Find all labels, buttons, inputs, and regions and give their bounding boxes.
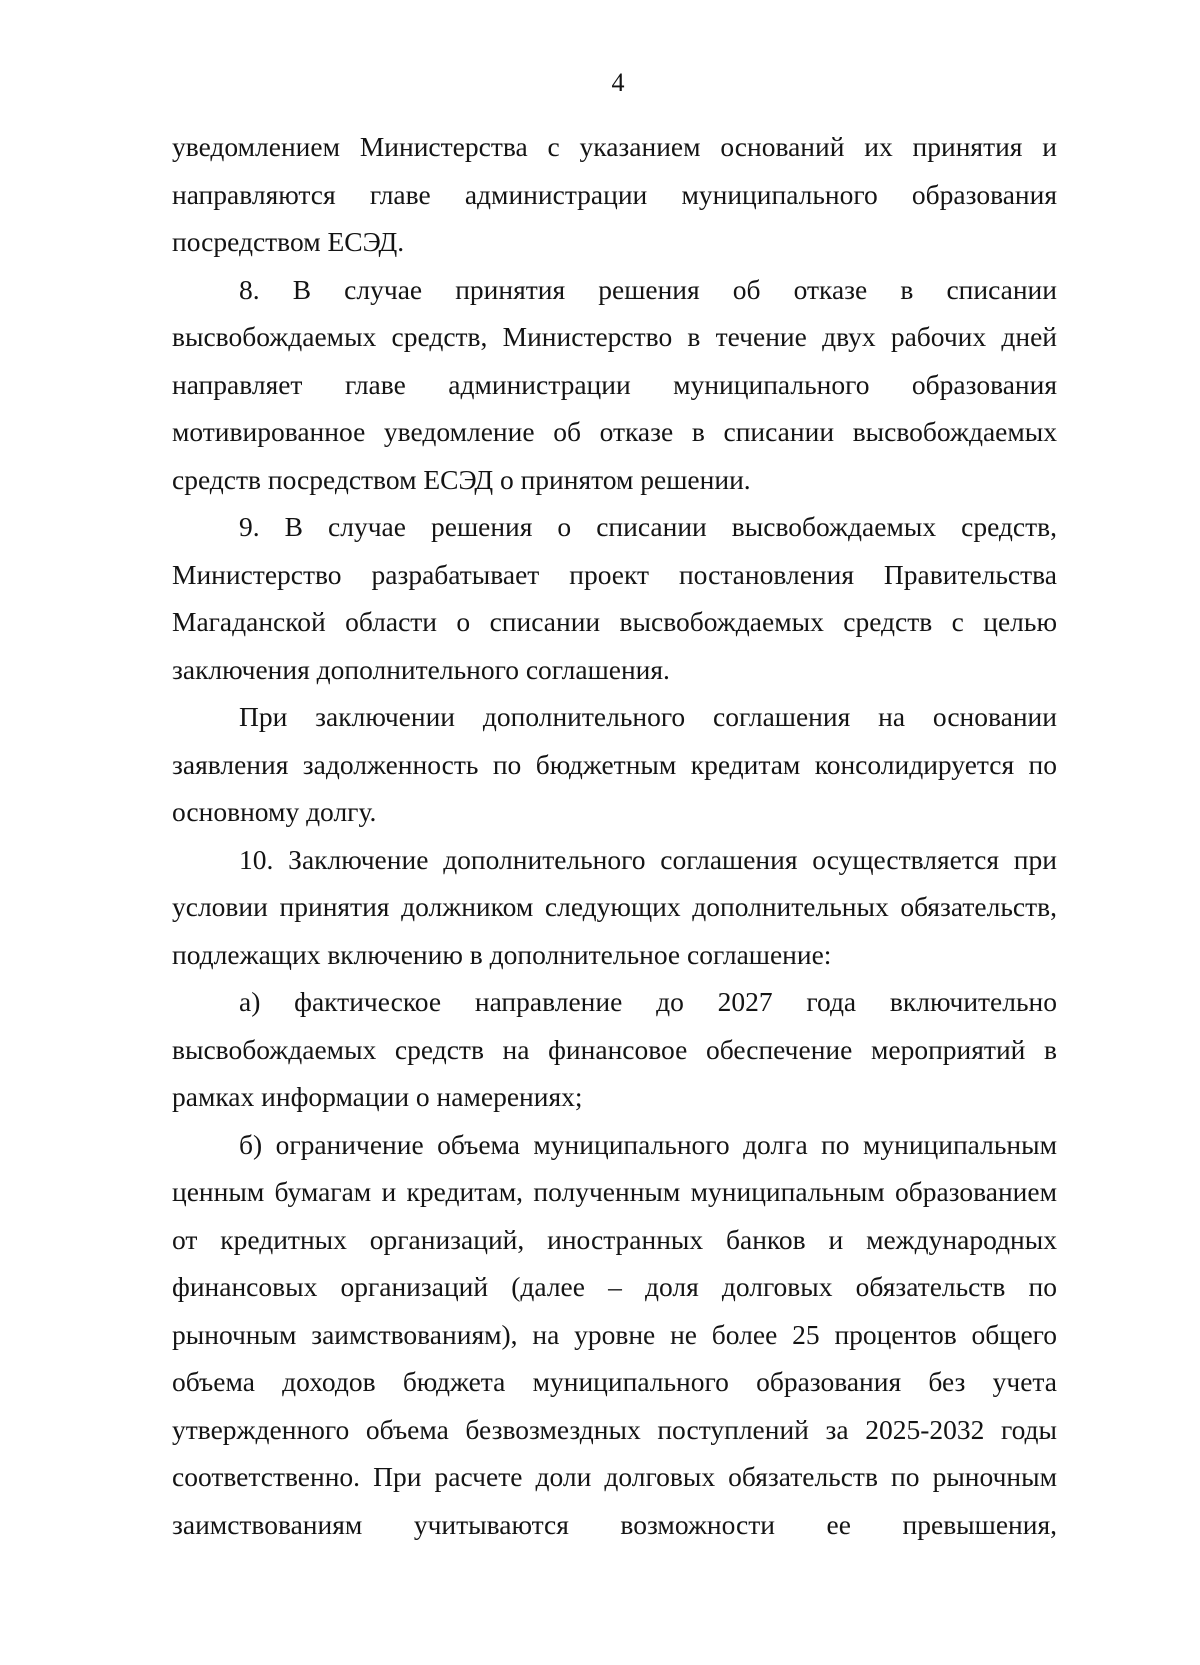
document-body: [172, 123, 1057, 1548]
paragraph-continuation: уведомлением Министерства с указанием оснований их принятия и направляются главе администрации муниципального образования посредством ЕСЭД.: [172, 131, 1057, 257]
paragraph-subitem-b: б) ограничение объема муниципального долга по муниципальным ценным бумагам и кредитам, полученным муниципальным образованием от кредитных организаций, иностранных банков и международных финансовых организаций (далее – доля долговых обязательств по рыночным заимствованиям), на уровне не более 25 процентов общего объема доходов бюджета муниципального образования без учета утвержденного объема безвозмездных поступлений за 2025-2032 годы соответственно. При расчете доли долговых обязательств по рыночным заимствованиям учитываются возможности ее превышения,: [172, 1128, 1057, 1540]
paragraph-item-10: 10. Заключение дополнительного соглашения осуществляется при условии принятия должником следующих дополнительных обязательств, подлежащих включению в дополнительное соглашение:: [172, 843, 1057, 970]
paragraph-item-9: 9. В случае решения о списании высвобождаемых средств, Министерство разрабатывает проект постановления Правительства Магаданской области о списании высвобождаемых средств с целью заключения дополнительного соглашения.: [172, 511, 1057, 685]
paragraph-subitem-a: а) фактическое направление до 2027 года включительно высвобождаемых средств на финансовое обеспечение мероприятий в рамках информации о намерениях;: [172, 986, 1057, 1112]
paragraph-consolidation: При заключении дополнительного соглашения на основании заявления задолженность по бюджетным кредитам консолидируется по основному долгу.: [172, 701, 1057, 827]
paragraph-item-8: 8. В случае принятия решения об отказе в списании высвобождаемых средств, Министерство в течение двух рабочих дней направляет главе администрации муниципального образования мотивированное уведомление об отказе в списании высвобождаемых средств посредством ЕСЭД о принятом решении.: [172, 273, 1057, 495]
page-number: 4: [611, 68, 625, 97]
